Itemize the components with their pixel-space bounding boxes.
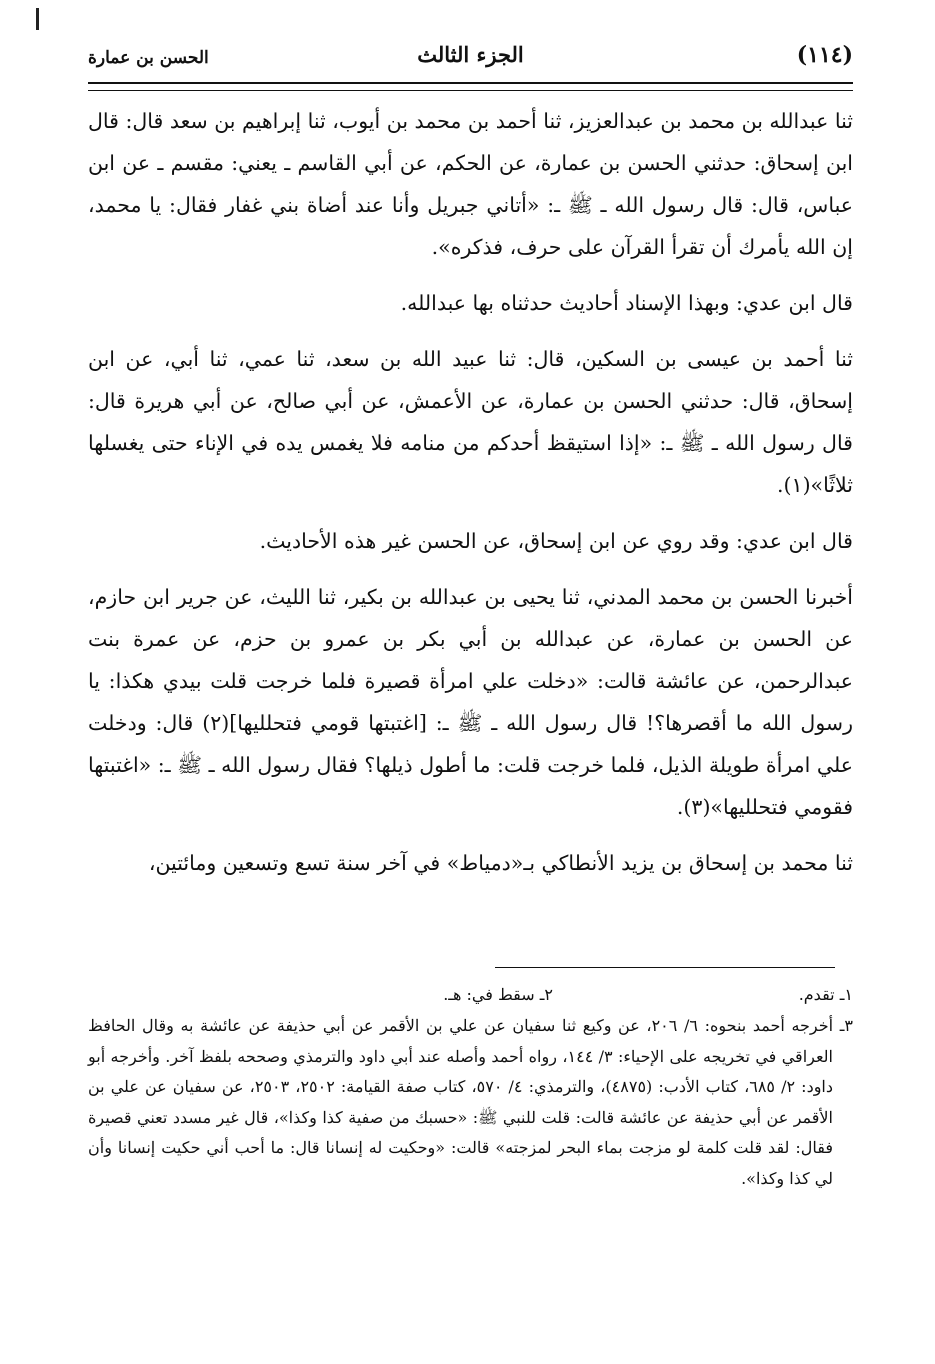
footnote-rule [495,967,835,968]
page-number: (١١٤) [796,42,853,68]
paragraph: قال ابن عدي: وبهذا الإسناد أحاديث حدثناه بها عبدالله. [400,291,853,315]
paragraph: ثنا عبدالله بن محمد بن عبدالعزيز، ثنا أحمد بن محمد بن أيوب، ثنا إبراهيم بن سعد قال: قال ابن إسحاق: حدثني الحسن بن عمارة، عن الحكم، عن أبي القاسم ـ يعني: مقسم ـ عن ابن عباس، قال: قال رسول الله ـ ﷺ ـ: «أتاني جبريل وأنا عند أضاة بني غفار فقال: يا محمد، إن الله يأمرك أن تقرأ القرآن على حرف، فذكره». [88,109,853,259]
footnote-row [88,980,853,1011]
footnote-1: ١ـ تقدم. [798,985,853,1004]
paragraph: ثنا أحمد بن عيسى بن السكين، قال: ثنا عبيد الله بن سعد، ثنا عمي، ثنا أبي، عن ابن إسحاق، قال: حدثني الحسن بن عمارة، عن الأعمش، عن أبي صالح، عن أبي هريرة قال: قال رسول الله ـ ﷺ ـ: «إذا استيقظ أحدكم من منامه فلا يغمس يده في الإناء حتى يغسلها ثلاثًا»(١). [88,347,853,497]
running-header [88,34,853,80]
footnote-2: ٢ـ سقط في: هـ. [443,985,553,1004]
scan-edge-mark [36,8,39,30]
narrator-name: الحسن بن عمارة [88,48,209,68]
footnotes [88,980,853,1194]
paragraph: قال ابن عدي: وقد روي عن ابن إسحاق، عن الحسن غير هذه الأحاديث. [259,529,853,553]
paragraph: ثنا محمد بن إسحاق بن يزيد الأنطاكي بـ«دمياط» في آخر سنة تسع وتسعين ومائتين، [148,851,853,875]
header-rule [88,82,853,91]
paragraph: أخبرنا الحسن بن محمد المدني، ثنا يحيى بن عبدالله بن بكير، ثنا الليث، عن جرير ابن حازم، عن الحسن بن عمارة، عن عبدالله بن أبي بكر بن عمرو بن حزم، عن عمرة بنت عبدالرحمن، عن عائشة قالت: «دخلت علي امرأة قصيرة فلما خرجت قلت بيدي هكذا: يا رسول الله ما أقصرها؟! قال رسول الله ـ ﷺ ـ: [اغتبتها قومي فتحلليها](٢) قال: ودخلت علي امرأة طويلة الذيل، فلما خرجت قلت: ما أطول ذيلها؟ فقال رسول الله ـ ﷺ ـ: «اغتبتها فقومي فتحلليها»(٣). [88,585,853,819]
part-title: الجزء الثالث [417,42,524,67]
footnote-3: ٣ـ أخرجه أحمد بنحوه: ٦/ ٢٠٦، عن وكيع ثنا سفيان عن علي بن الأقمر عن أبي حذيفة عن عائشة به وقال الحافظ العراقي في تخريجه على الإحياء: ٣/ ١٤٤، رواه أحمد وأصله عند أبي داود والترمذي وصححه بلفظ آخر. وأخرجه أبو داود: ٢/ ٦٨٥، كتاب الأدب: (٤٨٧٥)، والترمذي: ٤/ ٥٧٠، كتاب صفة القيامة: ٢٥٠٢، ٢٥٠٣، عن سفيان عن علي بن الأقمر عن أبي حذيفة عن عائشة قالت: قلت للنبي ﷺ: «حسبك من صفية كذا وكذا»، قال غير مسدد تعني قصيرة فقال: لقد قلت كلمة لو مزجت بماء البحر لمزجته» قالت: «وحكيت له إنسانا قال: ما أحب أني حكيت إنسانا وأن لي كذا وكذا». [88,1016,854,1188]
main-text [88,100,853,898]
